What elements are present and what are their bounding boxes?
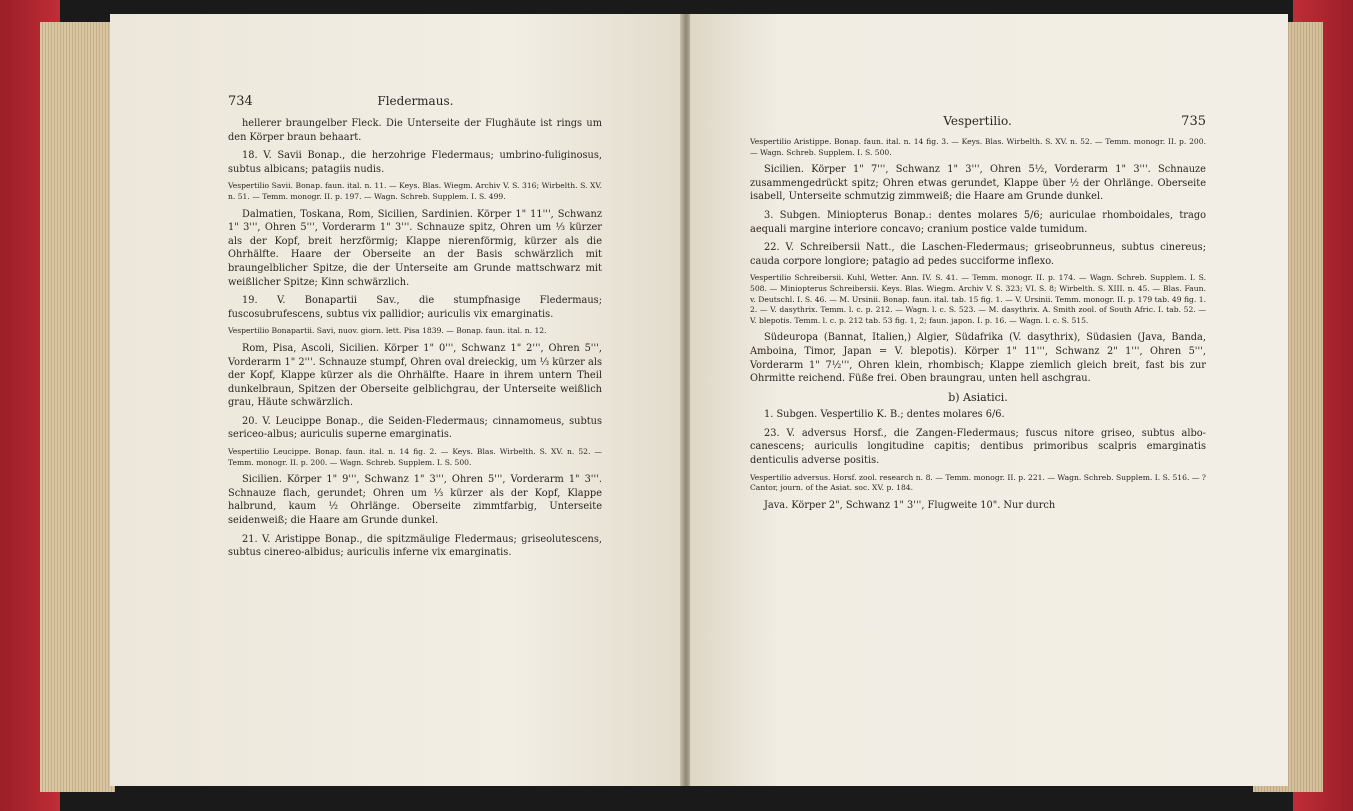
citation-paragraph: Vespertilio Savii. Bonap. faun. ital. n. 11. — Keys. Blas. Wiegm. Archiv V. S. 316; Wirbelth. S. XV. n. 51. — Temm. monogr. II. p. 197. — Wagn. Schreb. Supplem. I. S. 499. — [228, 181, 602, 201]
left-page-body — [228, 117, 602, 560]
text-paragraph: Rom, Pisa, Ascoli, Sicilien. Körper 1" 0''', Schwanz 1" 2''', Ohren 5''', Vorderarm 1" 2'''. Schnauze stumpf, Ohren oval dreieckig, um ⅓ kürzer als der Kopf, Klappe kürzer als die Ohrhälfte. Haare in ihrem untern Theil dunkelbraun, Spitzen der Oberseite gelblichgrau, der Unterseite weißlich grau, Häute schwärzlich. — [228, 342, 602, 409]
text-paragraph: Dalmatien, Toskana, Rom, Sicilien, Sardinien. Körper 1" 11''', Schwanz 1" 3''', Ohren 5''', Vorderarm 1" 3'''. Schnauze spitz, Ohren um ⅓ kürzer als der Kopf, breit herzförmig; Klappe nierenförmig, kürzer als die Ohrhälfte. Haare der Oberseite an der Basis schwärzlich mit braungelblicher Spitze, die der Unterseite am Grunde mattschwarz mit weißlicher Spitze; Kinn schwärzlich. — [228, 208, 602, 288]
text-paragraph: 1. Subgen. Vespertilio K. B.; dentes molares 6/6. — [764, 409, 1005, 421]
text-paragraph: 3. Subgen. Miniopterus Bonap.: dentes molares 5/6; auriculae rhomboidales, trago aequali margine interiore concavo; cranium postice valde tumidum. — [750, 209, 1206, 235]
text-paragraph: 20. V. Leucippe Bonap., die Seiden-Fledermaus; cinnamomeus, subtus sericeo-albus; auriculis superne emarginatis. — [228, 415, 602, 441]
page-block-left — [40, 22, 115, 792]
text-paragraph: Südeuropa (Bannat, Italien,) Algier, Südafrika (V. dasythrix), Südasien (Java, Banda, Amboina, Timor, Japan = V. blepotis). Körper 1" 11''', Schwanz 2" 1''', Ohren 5''', Vorderarm 1" 7½''', Ohren klein, rhombisch; Klappe ziemlich gleich breit, fast bis zur Ohrmitte reichend. Füße frei. Oben braungrau, unten hell aschgrau. — [750, 332, 1206, 385]
text-paragraph: 22. V. Schreibersii Natt., die Laschen-Fledermaus; griseobrunneus, subtus cinereus; cauda corpore longiore; patagio ad pedes succiforme inflexo. — [750, 242, 1206, 267]
text-paragraph: 19. V. Bonapartii Sav., die stumpfnasige Fledermaus; fuscosubrufescens, subtus vix pallidior; auriculis vix emarginatis. — [228, 295, 602, 320]
text-paragraph: Sicilien. Körper 1" 9''', Schwanz 1" 3''', Ohren 5''', Vorderarm 1" 3'''. Schnauze flach, gerundet; Ohren um ⅓ kürzer als der Kopf, Klappe halbrund, kaum ½ Ohrlänge. Oberseite zimmtfarbig, Unterseite seidenweiß; die Haare am Grunde dunkel. — [228, 474, 602, 527]
running-title: Fledermaus. — [377, 94, 454, 108]
citation-paragraph: Vespertilio Schreibersii. Kuhl, Wetter. Ann. IV. S. 41. — Temm. monogr. II. p. 174. — Wagn. Schreb. Supplem. I. S. 508. — Miniopterus Schreibersii. Keys. Blas. Wiegm. Archiv V. S. 323; VI. S. 8; Wirbelth. S. XIII. n. 45. — Blas. Faun. v. Deutschl. I. S. 46. — M. Ursinii. Bonap. faun. ital. tab. 15 fig. 1. — V. Ursinii. Temm. monogr. II. p. 179 tab. 49 fig. 1. 2. — V. dasythrix. Temm. l. c. p. 212. — Wagn. l. c. S. 523. — M. dasythrix. A. Smith zool. of South Afric. I. tab. 52. — V. blepotis. Temm. l. c. p. 212 tab. 53 fig. 1, 2; faun. japon. I. p. 16. — Wagn. l. c. S. 515. — [750, 273, 1206, 325]
citation-paragraph: Vespertilio adversus. Horsf. zool. research n. 8. — Temm. monogr. II. p. 221. — Wagn. Schreb. Supplem. I. S. 516. — ? Cantor, journ. of the Asiat. soc. XV. p. 184. — [750, 472, 1206, 493]
left-page — [110, 14, 680, 786]
left-page-header — [228, 94, 602, 109]
text-paragraph: Sicilien. Körper 1" 7''', Schwanz 1" 3''', Ohren 5½, Vorderarm 1" 3'''. Schnauze zusammengedrückt spitz; Ohren etwas gerundet, Klappe über ½ der Ohrlänge. Oberseite isabell, Unterseite schmutzig zimmweiß; die Haare am Grunde dunkel. — [750, 164, 1206, 203]
text-paragraph: 21. V. Aristippe Bonap., die spitzmäulige Fledermaus; griseolutescens, subtus cinereo-albidus; auriculis inferne vix emarginatis. — [228, 533, 602, 559]
page-number: 735 — [1181, 114, 1206, 129]
section-heading: b) Asiatici. — [948, 390, 1008, 404]
text-paragraph: 18. V. Savii Bonap., die herzohrige Fledermaus; umbrino-fuliginosus, subtus albicans; patagiis nudis. — [228, 150, 602, 175]
citation-paragraph: Vespertilio Bonapartii. Savi, nuov. giorn. lett. Pisa 1839. — Bonap. faun. ital. n. 12. — [228, 326, 547, 336]
text-paragraph: 23. V. adversus Horsf., die Zangen-Fledermaus; fuscus nitore griseo, subtus albo-canescens; auriculis longitudine capitis; dentibus primoribus scalpris emarginatis denticulis adverse positis. — [750, 427, 1206, 467]
right-page — [690, 14, 1288, 786]
page-number: 734 — [228, 94, 253, 109]
text-paragraph: Java. Körper 2", Schwanz 1" 3''', Flugweite 10". Nur durch — [764, 499, 1056, 511]
right-page-body — [750, 137, 1206, 512]
right-page-header — [750, 114, 1206, 129]
text-paragraph: hellerer braungelber Fleck. Die Unterseite der Flughäute ist rings um den Körper braun behaart. — [228, 118, 602, 143]
citation-paragraph: Vespertilio Aristippe. Bonap. faun. ital. n. 14 fig. 3. — Keys. Blas. Wirbelth. S. XV. n. 52. — Temm. monogr. II. p. 200. — Wagn. Schreb. Supplem. I. S. 500. — [750, 137, 1206, 157]
running-title: Vespertilio. — [943, 114, 1012, 128]
citation-paragraph: Vespertilio Leucippe. Bonap. faun. ital. n. 14 fig. 2. — Keys. Blas. Wirbelth. S. XV. n. 52. — Temm. monogr. II. p. 200. — Wagn. Schreb. Supplem. I. S. 500. — [228, 447, 602, 467]
